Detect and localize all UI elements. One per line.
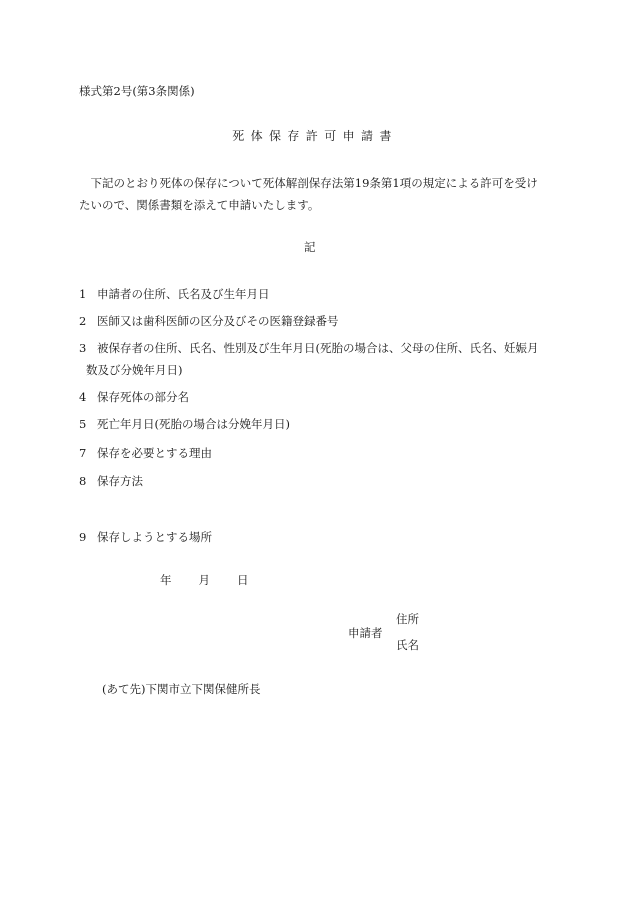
item-continuation: 数及び分娩年月日) [86,363,183,377]
list-item [79,417,290,431]
item-text: 保存しようとする場所 [97,530,212,544]
item-number: 3 [79,341,87,355]
item-number: 7 [79,446,87,460]
form-number: 様式第2号(第3条関係) [79,84,195,98]
list-item [79,390,189,404]
item-number: 5 [79,417,87,431]
applicant-label: 申請者 [348,626,383,640]
item-number: 1 [79,287,87,301]
item-number: 8 [79,474,87,488]
list-item [79,474,143,488]
item-number: 2 [79,314,87,328]
intro-line-2: たいので、関係書類を添えて申請いたします。 [79,198,320,212]
list-item [79,287,270,301]
item-text: 死亡年月日(死胎の場合は分娩年月日) [97,417,290,431]
item-text: 医師又は歯科医師の区分及びその医籍登録番号 [97,314,339,328]
ki-heading: 記 [304,240,316,254]
recipient: (あて先)下関市立下関保健所長 [102,682,261,696]
year-label: 年 [160,573,172,587]
item-text: 保存方法 [97,474,143,488]
day-label: 日 [237,573,249,587]
document-title: 死体保存許可申請書 [232,129,398,143]
list-item [79,530,212,544]
item-number: 4 [79,390,87,404]
address-label: 住所 [396,612,419,626]
date-line [160,573,249,587]
name-label: 氏名 [396,638,419,652]
item-text: 被保存者の住所、氏名、性別及び生年月日(死胎の場合は、父母の住所、氏名、妊娠月 [97,341,539,355]
intro-text-1: 下記のとおり死体の保存について死体解剖保存法第19条第1項の規定による許可を受け [90,176,538,190]
list-item [79,314,339,328]
month-label: 月 [198,573,210,587]
item-text: 保存死体の部分名 [97,390,189,404]
list-item [79,341,538,355]
item-text: 保存を必要とする理由 [97,446,212,460]
item-text: 申請者の住所、氏名及び生年月日 [97,287,270,301]
list-item [79,446,212,460]
item-number: 9 [79,530,87,544]
intro-line-1 [79,176,538,190]
